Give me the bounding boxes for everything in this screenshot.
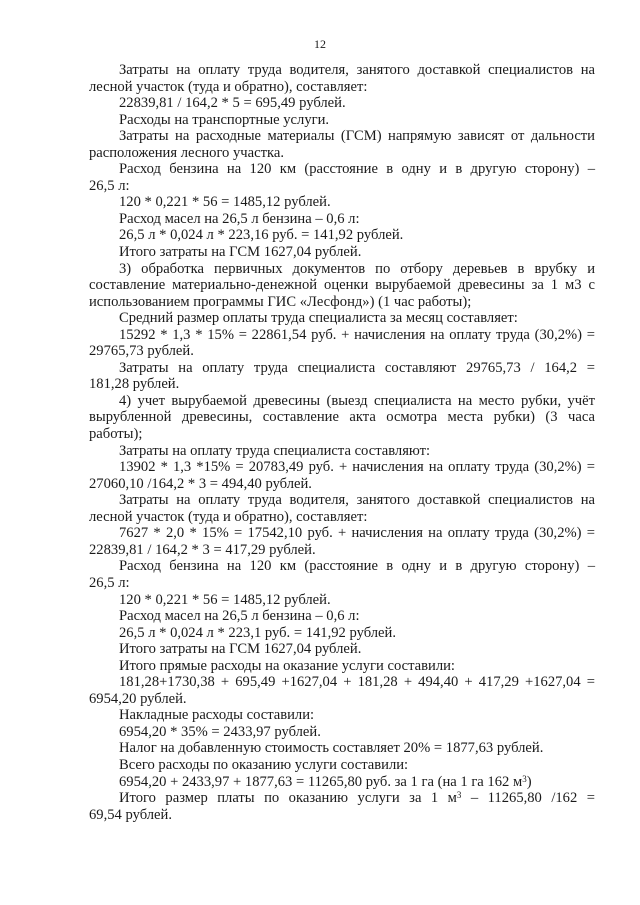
text-span: Итого размер платы по оказанию услуги за 1 м bbox=[119, 790, 457, 807]
text-line: 181,28+1730,38 + 695,49 +1627,04 + 181,28 + 494,40 + 417,29 +1627,04 = bbox=[119, 674, 595, 691]
text-line: 3) обработка первичных документов по отбору деревьев в врубку и bbox=[119, 260, 595, 277]
text-line: Расход масел на 26,5 л бензина – 0,6 л: bbox=[119, 608, 360, 625]
text-line: Всего расходы по оказанию услуги составили: bbox=[119, 756, 409, 773]
text-line: Затраты на расходные материалы (ГСМ) напрямую зависят от дальности bbox=[119, 128, 595, 145]
text-line: Итого затраты на ГСМ 1627,04 рублей. bbox=[119, 244, 362, 261]
text-line: Расход бензина на 120 км (расстояние в одну и в другую сторону) – bbox=[119, 161, 595, 178]
page-number: 12 bbox=[314, 37, 326, 51]
text-line bbox=[89, 790, 595, 807]
text-line: 22839,81 / 164,2 * 3 = 417,29 рублей. bbox=[89, 541, 316, 558]
text-line: Затраты на оплату труда специалиста составляют: bbox=[119, 442, 431, 459]
text-line bbox=[89, 774, 595, 791]
text-line: 13902 * 1,3 *15% = 20783,49 руб. + начисления на оплату труда (30,2%) = bbox=[119, 459, 595, 476]
text-line: Расход масел на 26,5 л бензина – 0,6 л: bbox=[119, 210, 360, 227]
text-line: Расходы на транспортные услуги. bbox=[119, 111, 330, 128]
text-line: Средний размер оплаты труда специалиста за месяц составляет: bbox=[119, 310, 518, 327]
superscript: 3 bbox=[522, 773, 527, 784]
text-line: 181,28 рублей. bbox=[89, 376, 180, 393]
text-line: 7627 * 2,0 * 15% = 17542,10 руб. + начисления на оплату труда (30,2%) = bbox=[119, 525, 595, 542]
text-line: 4) учет вырубаемой древесины (выезд специалиста на место рубки, учёт bbox=[119, 392, 595, 409]
text-line: использованием программы ГИС «Лесфонд») (1 час работы); bbox=[89, 293, 472, 310]
text-span: – 11265,80 /162 = bbox=[461, 790, 595, 807]
text-line: вырубленной древесины, составление акта осмотра места рубки) (3 часа bbox=[89, 409, 595, 426]
text-line: работы); bbox=[89, 426, 143, 443]
text-line: 26,5 л * 0,024 л * 223,16 руб. = 141,92 рублей. bbox=[119, 227, 404, 244]
text-line: 29765,73 рублей. bbox=[89, 343, 194, 360]
text-line: Итого прямые расходы на оказание услуги составили: bbox=[119, 657, 455, 674]
text-line: Затраты на оплату труда специалиста составляют 29765,73 / 164,2 = bbox=[119, 359, 595, 376]
text-line: лесной участок (туда и обратно), составляет: bbox=[89, 78, 368, 95]
text-line: расположения лесного участка. bbox=[89, 144, 284, 161]
text-line: 22839,81 / 164,2 * 5 = 695,49 рублей. bbox=[119, 95, 346, 112]
text-line: составление материально-денежной оценки вырубаемой древесины за 1 м3 с bbox=[89, 277, 595, 294]
text-line: Накладные расходы составили: bbox=[119, 707, 315, 724]
text-line: 120 * 0,221 * 56 = 1485,12 рублей. bbox=[119, 591, 331, 608]
text-line: 26,5 л * 0,024 л * 223,1 руб. = 141,92 рублей. bbox=[119, 624, 396, 641]
text-line: Затраты на оплату труда водителя, занятого доставкой специалистов на bbox=[119, 492, 595, 509]
text-line: 15292 * 1,3 * 15% = 22861,54 руб. + начисления на оплату труда (30,2%) = bbox=[119, 326, 595, 343]
text-line: Затраты на оплату труда водителя, занятого доставкой специалистов на bbox=[119, 62, 595, 78]
text-line: 69,54 рублей. bbox=[89, 806, 172, 823]
text-line: 26,5 л: bbox=[89, 574, 130, 591]
text-line: 6954,20 рублей. bbox=[89, 690, 187, 707]
text-span: 6954,20 + 2433,97 + 1877,63 = 11265,80 руб. за 1 га (на 1 га 162 м bbox=[119, 773, 523, 790]
text-line: лесной участок (туда и обратно), составляет: bbox=[89, 508, 368, 525]
text-span: ) bbox=[526, 773, 532, 790]
text-line: Налог на добавленную стоимость составляет 20% = 1877,63 рублей. bbox=[119, 740, 544, 757]
text-line: Расход бензина на 120 км (расстояние в одну и в другую сторону) – bbox=[119, 558, 595, 575]
superscript: 3 bbox=[456, 790, 462, 801]
text-line: Итого затраты на ГСМ 1627,04 рублей. bbox=[119, 641, 362, 658]
document-body bbox=[89, 62, 595, 823]
text-line: 6954,20 * 35% = 2433,97 рублей. bbox=[119, 723, 321, 740]
text-line: 26,5 л: bbox=[89, 177, 130, 194]
text-line: 120 * 0,221 * 56 = 1485,12 рублей. bbox=[119, 194, 331, 211]
text-line: 27060,10 /164,2 * 3 = 494,40 рублей. bbox=[89, 475, 312, 492]
